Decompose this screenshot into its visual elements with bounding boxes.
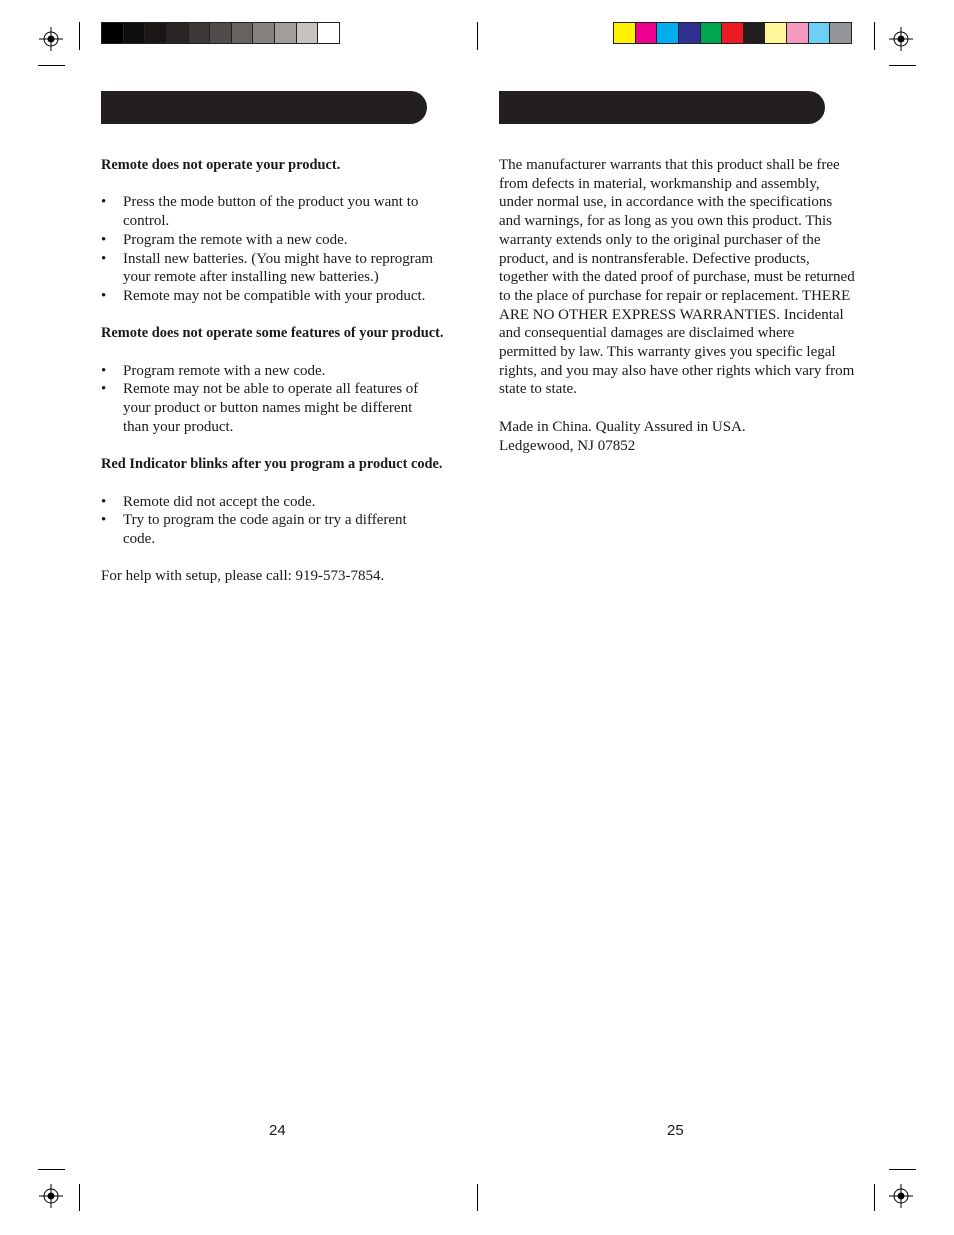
list-item: • Try to program the code again or try a different code. bbox=[101, 512, 407, 547]
color-swatch bbox=[787, 23, 809, 43]
color-swatch bbox=[253, 23, 275, 43]
color-swatch bbox=[189, 23, 211, 43]
color-swatch bbox=[275, 23, 297, 43]
color-swatch bbox=[722, 23, 744, 43]
color-swatch bbox=[657, 23, 679, 43]
bullet-list bbox=[101, 362, 436, 437]
process-color-bar bbox=[613, 22, 852, 44]
color-swatch bbox=[679, 23, 701, 43]
color-swatch bbox=[614, 23, 636, 43]
registration-mark-icon bbox=[889, 27, 913, 51]
registration-mark-icon bbox=[39, 27, 63, 51]
color-swatch bbox=[167, 23, 189, 43]
crop-mark bbox=[477, 1184, 478, 1211]
color-swatch bbox=[210, 23, 232, 43]
color-swatch bbox=[124, 23, 146, 43]
troubleshooting-section bbox=[101, 156, 461, 306]
troubleshooting-section bbox=[101, 324, 461, 436]
registration-mark-icon bbox=[889, 1184, 913, 1208]
crop-mark bbox=[38, 65, 65, 66]
page-number-right: 25 bbox=[667, 1122, 684, 1139]
warranty-paragraph: The manufacturer warrants that this product shall be free from defects in material, workmanship and assembly, under normal use, in accordance with the specifications and warnings, for as long as you own this product. This warranty extends only to the original purchaser of the product, and is nontransferable. Defective products, together with the dated proof of purchase, must be returned to the place of purchase for repair or replacement. THERE ARE NO OTHER EXPRESS WARRANTIES. Incidental and consequential damages are disclaimed where permitted by law. This warranty gives you specific legal rights, and you may also have other rights which vary from state to state. bbox=[499, 157, 855, 398]
list-item: • Program the remote with a new code. bbox=[101, 231, 348, 248]
section-heading: Remote does not operate your product. bbox=[101, 157, 341, 173]
bullet-icon: • bbox=[101, 362, 107, 379]
color-swatch bbox=[145, 23, 167, 43]
color-swatch bbox=[636, 23, 658, 43]
list-item: • Program remote with a new code. bbox=[101, 362, 326, 379]
crop-mark bbox=[79, 22, 80, 50]
color-swatch bbox=[701, 23, 723, 43]
color-swatch bbox=[744, 23, 766, 43]
section-heading: Red Indicator blinks after you program a product code. bbox=[101, 456, 443, 473]
registration-mark-icon bbox=[39, 1184, 63, 1208]
crop-mark bbox=[477, 22, 478, 50]
bullet-icon: • bbox=[101, 250, 107, 267]
troubleshooting-section bbox=[101, 455, 461, 549]
list-item: • Press the mode button of the product you want to control. bbox=[101, 194, 419, 230]
list-item: • Remote may not be compatible with your product. bbox=[101, 287, 426, 304]
crop-mark bbox=[874, 1184, 875, 1211]
left-header-bar bbox=[101, 91, 427, 124]
color-swatch bbox=[102, 23, 124, 43]
crop-mark bbox=[889, 1169, 916, 1170]
color-swatch bbox=[765, 23, 787, 43]
bullet-icon: • bbox=[101, 512, 107, 529]
crop-mark bbox=[79, 1184, 80, 1211]
list-item: • Install new batteries. (You might have to reprogram your remote after installing new batteries.) bbox=[101, 250, 434, 286]
page-number-left: 24 bbox=[269, 1122, 286, 1139]
bullet-icon: • bbox=[101, 231, 107, 248]
crop-mark bbox=[889, 65, 916, 66]
bullet-icon: • bbox=[101, 287, 107, 304]
right-header-bar bbox=[499, 91, 825, 124]
troubleshooting-column bbox=[101, 156, 461, 586]
bullet-list bbox=[101, 493, 436, 549]
grayscale-color-bar bbox=[101, 22, 340, 44]
warranty-column bbox=[499, 156, 855, 455]
color-swatch bbox=[297, 23, 319, 43]
crop-mark bbox=[38, 1169, 65, 1170]
bullet-icon: • bbox=[101, 493, 107, 510]
color-swatch bbox=[318, 23, 339, 43]
bullet-icon: • bbox=[101, 381, 107, 398]
help-line: For help with setup, please call: 919-573-7854. bbox=[101, 568, 385, 585]
bullet-icon: • bbox=[101, 194, 107, 211]
bullet-list bbox=[101, 193, 461, 305]
section-heading: Remote does not operate some features of your product. bbox=[101, 325, 444, 342]
address-line: Ledgewood, NJ 07852 bbox=[499, 437, 636, 454]
color-swatch bbox=[809, 23, 831, 43]
color-swatch bbox=[232, 23, 254, 43]
list-item: • Remote may not be able to operate all features of your product or button names might be different than your product. bbox=[101, 381, 419, 435]
color-swatch bbox=[830, 23, 851, 43]
made-in-line: Made in China. Quality Assured in USA. bbox=[499, 418, 746, 435]
list-item: • Remote did not accept the code. bbox=[101, 493, 316, 510]
crop-mark bbox=[874, 22, 875, 50]
